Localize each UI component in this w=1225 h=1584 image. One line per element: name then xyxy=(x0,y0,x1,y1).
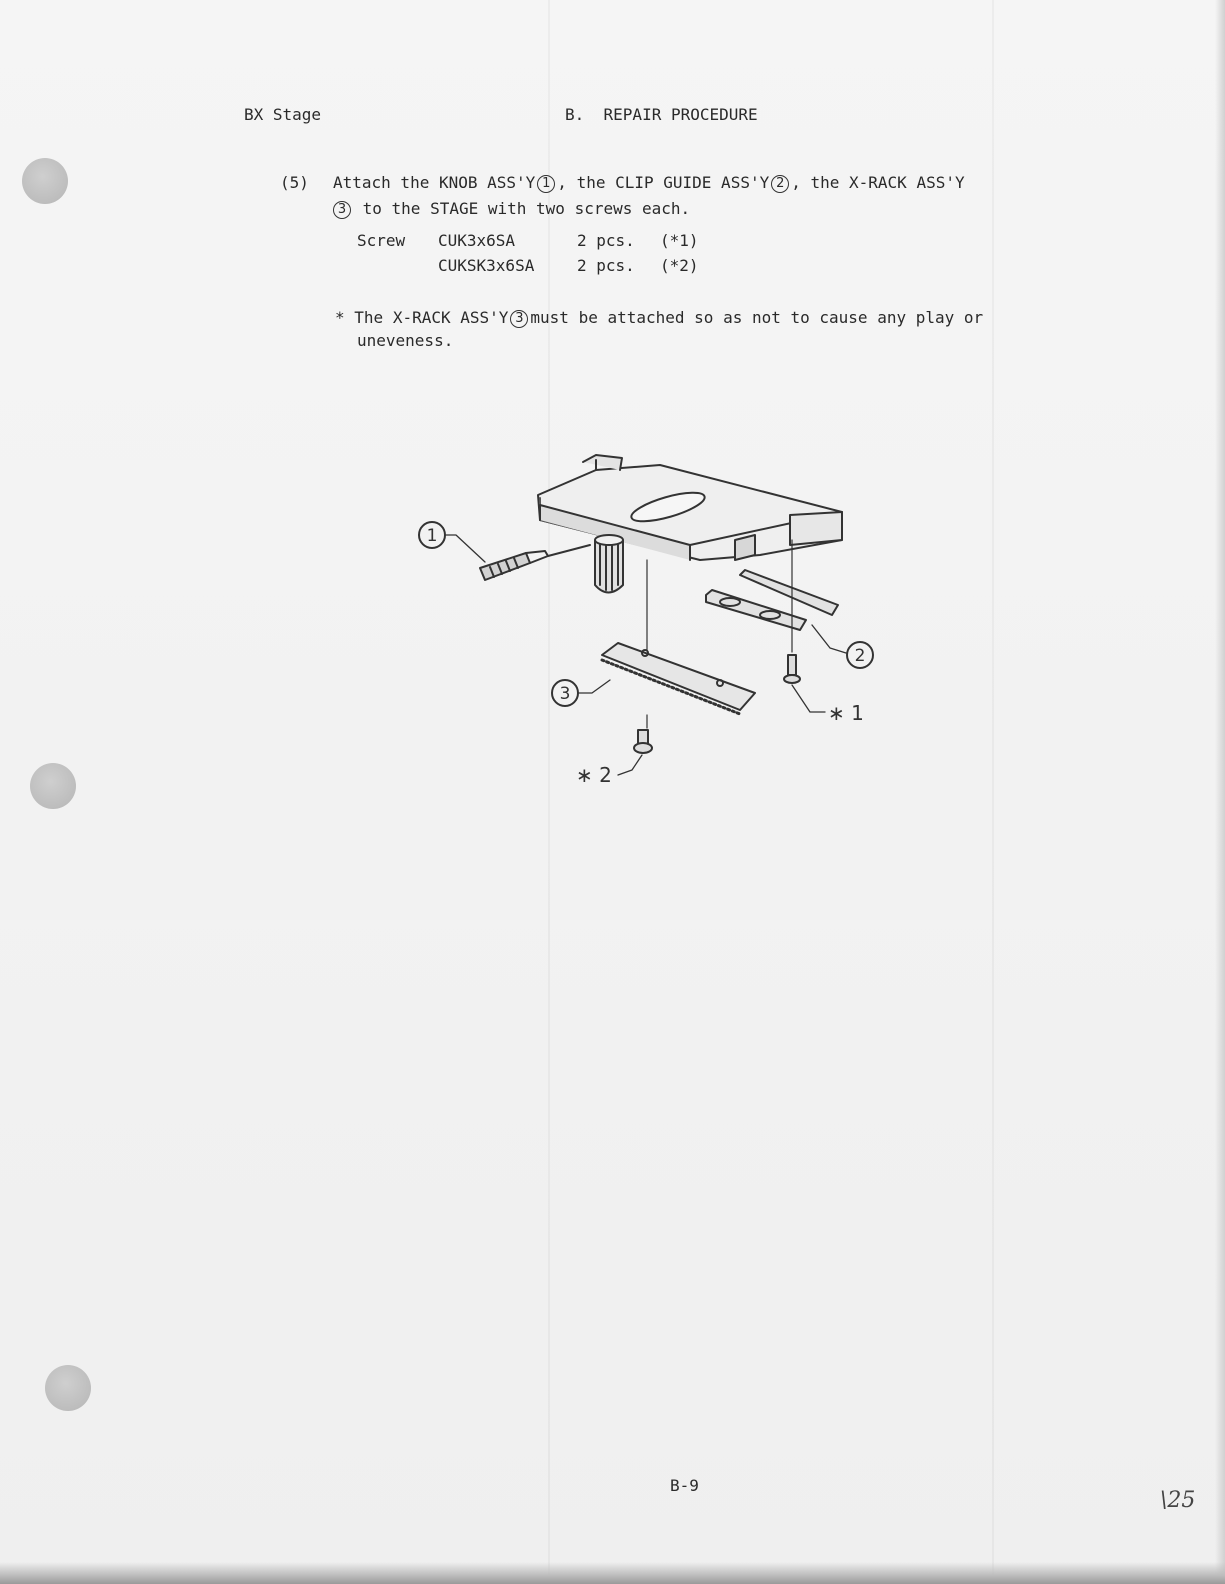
screw-ref: (*1) xyxy=(660,231,699,250)
x-rack xyxy=(602,643,755,710)
note-line-2: uneveness. xyxy=(357,331,454,350)
callout-3: 3 xyxy=(333,201,351,219)
callout-1: 1 xyxy=(537,175,555,193)
screw-part: CUK3x6SA xyxy=(438,231,516,250)
screw-label: Screw xyxy=(357,231,406,250)
screw-ref: (*2) xyxy=(660,256,699,275)
screw-qty: 2 pcs. xyxy=(577,256,635,275)
note-bullet: * xyxy=(335,308,345,327)
handwritten-note: \25 xyxy=(1160,1488,1196,1513)
step-number: (5) xyxy=(280,173,309,192)
callout-3: 3 xyxy=(510,310,528,328)
step-text: , the X-RACK ASS'Y xyxy=(791,173,965,192)
figure-callout-1: 1 xyxy=(426,526,438,546)
page-number: B-9 xyxy=(670,1476,699,1495)
page-edge-shadow xyxy=(0,1562,1225,1584)
note-text: The X-RACK ASS'Y xyxy=(354,308,509,327)
note-text: must be attached so as not to cause any play or xyxy=(530,308,984,327)
header-title: B. REPAIR PROCEDURE xyxy=(565,105,758,124)
page-edge-shadow xyxy=(1215,0,1225,1584)
header-section: BX Stage xyxy=(244,105,322,124)
step-text: Attach the KNOB ASS'Y xyxy=(333,173,536,192)
callout-2: 2 xyxy=(771,175,789,193)
screw-1 xyxy=(788,655,796,675)
screw-part: CUKSK3x6SA xyxy=(438,256,535,275)
screw-label-2: ∗ 2 xyxy=(576,763,612,787)
figure-callout-3: 3 xyxy=(559,684,571,704)
step-text: to the STAGE with two screws each. xyxy=(362,199,691,218)
screw-qty: 2 pcs. xyxy=(577,231,635,250)
figure-callout-2: 2 xyxy=(854,646,866,666)
step-text: , the CLIP GUIDE ASS'Y xyxy=(557,173,770,192)
knob-assy xyxy=(480,553,530,580)
screw-label-1: ∗ 1 xyxy=(828,701,864,725)
